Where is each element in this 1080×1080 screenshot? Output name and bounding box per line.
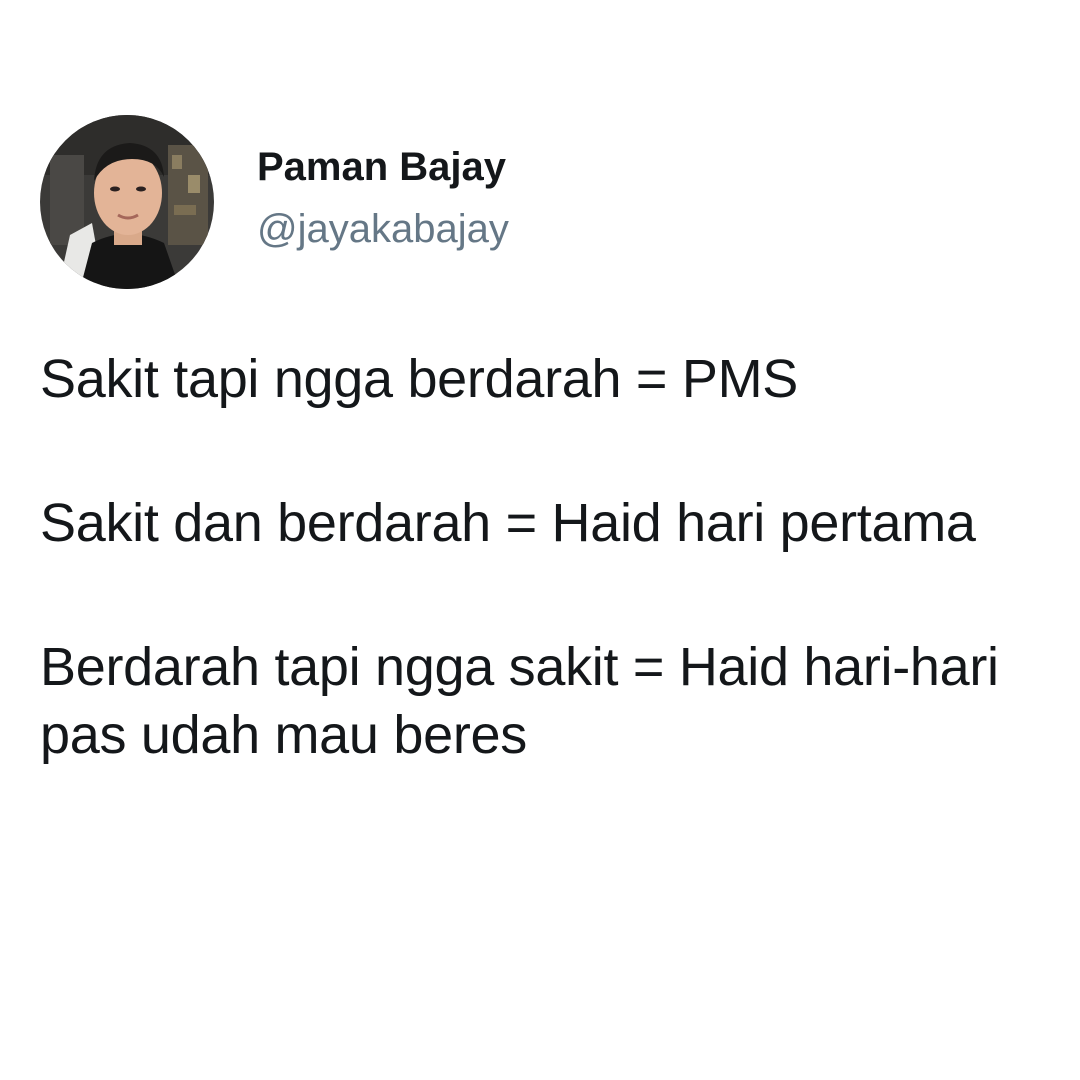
user-handle[interactable]: @jayakabajay: [257, 207, 509, 251]
tweet-paragraph-2: Sakit dan berdarah = Haid hari pertama: [40, 493, 976, 553]
avatar[interactable]: [40, 115, 214, 289]
tweet-text: [40, 345, 1050, 769]
user-info: [257, 145, 509, 253]
tweet-paragraph-3: Berdarah tapi ngga sakit = Haid hari-hari pas udah mau beres: [40, 637, 999, 765]
display-name[interactable]: Paman Bajay: [257, 145, 507, 189]
avatar-photo-icon: [40, 115, 214, 289]
tweet-paragraph-1: Sakit tapi ngga berdarah = PMS: [40, 349, 798, 409]
tweet-header: [40, 114, 509, 290]
